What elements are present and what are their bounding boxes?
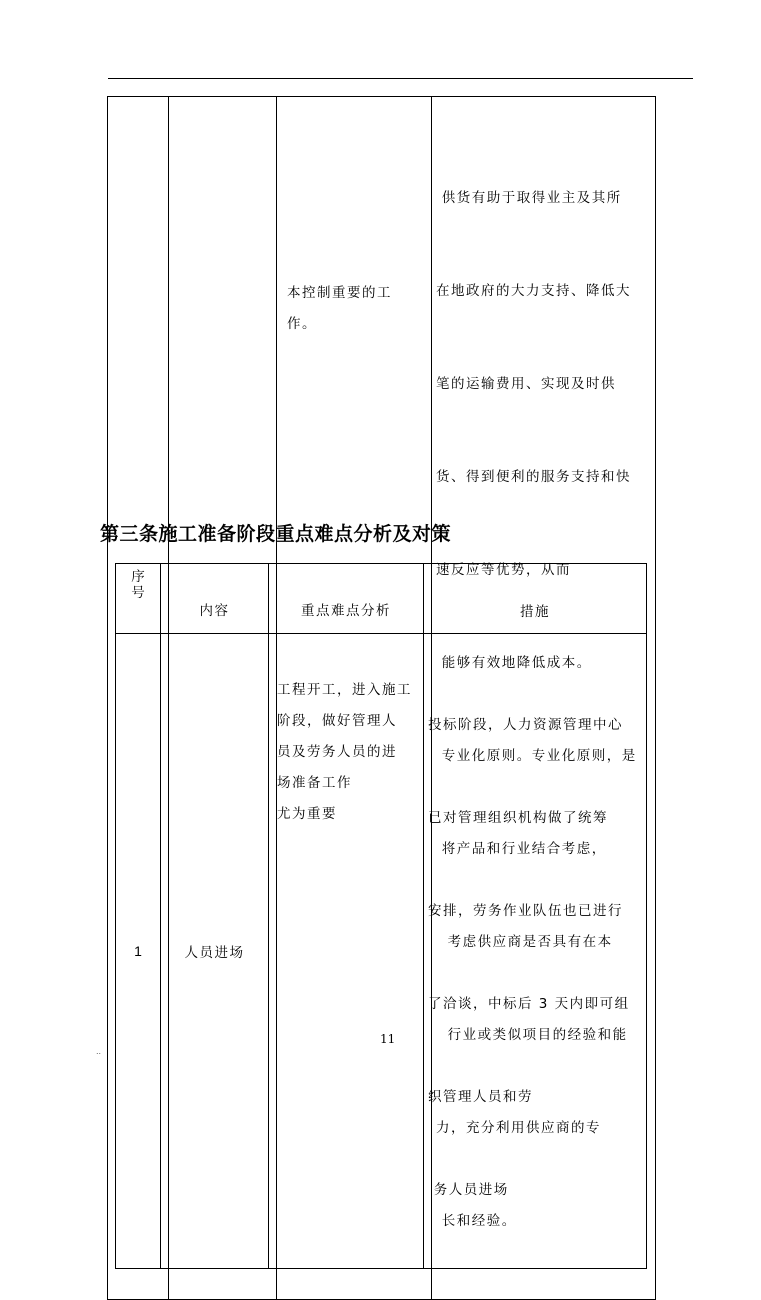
- text-line: 速反应等优势，从而: [436, 562, 571, 578]
- text-line: 专业化原则。专业化原则，是: [436, 748, 637, 764]
- page-number: 11: [380, 1032, 396, 1046]
- text-line: 笔的运输费用、实现及时供: [436, 376, 616, 392]
- text-line: 力，充分利用供应商的专: [436, 1120, 601, 1136]
- header-analysis: [269, 564, 424, 634]
- row-measures: [424, 634, 647, 1269]
- analysis-table: [115, 563, 647, 1269]
- row-content: 人员进场: [161, 634, 269, 1269]
- section-heading: 第三条施工准备阶段重点难点分析及对策: [100, 523, 452, 545]
- text-line: 务人员进场: [428, 1182, 509, 1198]
- text-line: 了洽谈，中标后 3 天内即可组: [428, 996, 630, 1012]
- header-content-label: 内容: [199, 603, 230, 619]
- text-line: 阶段，做好管理人: [277, 713, 397, 729]
- cell-text: [269, 634, 423, 830]
- text-line: 行业或类似项目的经验和能: [436, 1027, 628, 1043]
- text-line: 场准备工作: [277, 775, 352, 791]
- text-line: 货、得到便利的服务支持和快: [436, 469, 631, 485]
- text-line: 已对管理组织机构做了统筹: [428, 810, 608, 826]
- row-analysis: [269, 634, 424, 1269]
- text-line: 考虑供应商是否具有在本: [436, 934, 613, 950]
- header-rule: [108, 78, 693, 79]
- text-line: 长和经验。: [436, 1213, 517, 1229]
- text-line: 本控制重要的工: [287, 285, 392, 301]
- header-seq-char: 序: [131, 569, 145, 585]
- footer-mark: ..: [96, 1047, 102, 1056]
- text-line: 员及劳务人员的进: [277, 744, 397, 760]
- header-measures-label: 措施: [520, 604, 550, 620]
- table-row: [116, 634, 647, 1269]
- text-line: 作。: [287, 316, 317, 332]
- text-line: 将产品和行业结合考虑，: [436, 841, 607, 857]
- cell-text: [277, 97, 431, 340]
- header-content: [161, 564, 269, 634]
- header-seq: [116, 564, 161, 634]
- text-line: 工程开工，进入施工: [277, 682, 412, 698]
- header-measures: [424, 564, 647, 634]
- text-line: 能够有效地降低成本。: [436, 655, 592, 671]
- table-header-row: [116, 564, 647, 634]
- row-seq: 1: [116, 634, 161, 1269]
- text-line: 尤为重要: [277, 806, 337, 822]
- text-line: 供货有助于取得业主及其所: [436, 190, 622, 206]
- header-seq-char: 号: [131, 585, 145, 601]
- header-analysis-label: 重点难点分析: [301, 603, 391, 619]
- text-line: 在地政府的大力支持、降低大: [436, 283, 631, 299]
- text-line: 安排，劳务作业队伍也已进行: [428, 903, 623, 919]
- text-line: 织管理人员和劳: [428, 1089, 533, 1105]
- text-line: 投标阶段，人力资源管理中心: [428, 717, 623, 733]
- cell-text: [424, 634, 646, 1268]
